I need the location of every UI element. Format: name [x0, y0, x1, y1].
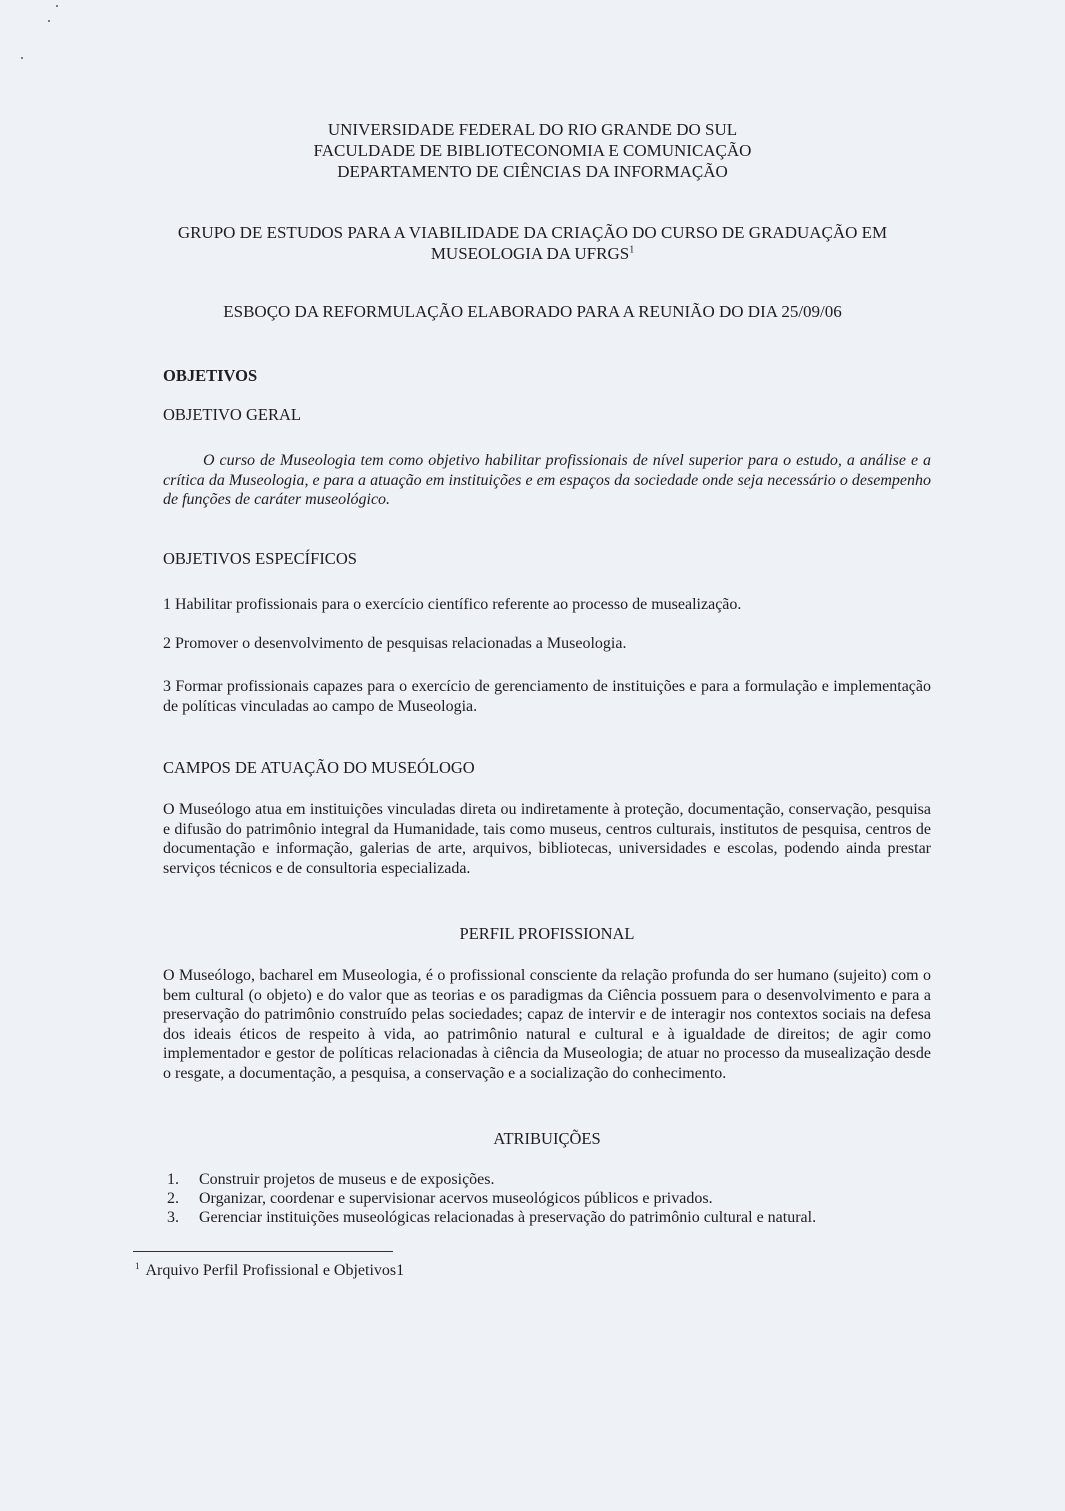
atribuicao-text: Construir projetos de museus e de exposições. [199, 1171, 495, 1188]
group-title-line2 [0, 243, 1065, 264]
objetivo-especifico-2: 2 Promover o desenvolvimento de pesquisas relacionadas a Museologia. [163, 635, 627, 652]
footnote-text: Arquivo Perfil Profissional e Objetivos1 [145, 1262, 405, 1279]
campos-text: O Museólogo atua em instituições vinculadas direta ou indiretamente à proteção, documentação, conservação, pesquisa e difusão do patrimônio integral da Humanidade, tais como museus, centros culturais, institutos de pesquisa, centros de documentação e informação, galerias de arte, arquivos, bibliotecas, universidades e escolas, podendo ainda prestar serviços técnicos e de consultoria especializada. [163, 801, 931, 877]
atribuicao-item [163, 1208, 931, 1227]
scan-speck [48, 20, 50, 22]
institution-line-faculty: FACULDADE DE BIBLIOTECONOMIA E COMUNICAÇÃO [313, 141, 752, 160]
atribuicao-number: 3. [167, 1209, 179, 1226]
scan-speck [21, 57, 23, 59]
footnote-divider [133, 1251, 393, 1252]
objetivos-heading: OBJETIVOS [163, 366, 258, 385]
group-title [0, 222, 1065, 264]
atribuicoes-heading: ATRIBUIÇÕES [493, 1129, 601, 1148]
atribuicao-item [163, 1170, 931, 1189]
footnote-marker: 1 [135, 1260, 140, 1271]
objetivo-especifico-1: 1 Habilitar profissionais para o exercício científico referente ao processo de musealização. [163, 596, 742, 613]
perfil-heading: PERFIL PROFISSIONAL [459, 924, 635, 943]
institution-line-university: UNIVERSIDADE FEDERAL DO RIO GRANDE DO SUL [327, 120, 738, 139]
draft-line-text: ESBOÇO DA REFORMULAÇÃO ELABORADO PARA A REUNIÃO DO DIA 25/09/06 [223, 302, 842, 321]
institution-header [0, 119, 1065, 182]
campos-heading: CAMPOS DE ATUAÇÃO DO MUSEÓLOGO [163, 758, 475, 777]
objetivo-especifico-3: 3 Formar profissionais capazes para o exercício de gerenciamento de instituições e para a formulação e implementação de políticas vinculadas ao campo de Museologia. [163, 678, 931, 715]
atribuicao-number: 1. [167, 1171, 179, 1188]
draft-line [0, 301, 1065, 322]
scan-speck [56, 5, 58, 7]
footnote [135, 1262, 404, 1280]
atribuicao-text: Gerenciar instituições museológicas relacionadas à preservação do patrimônio cultural e natural. [199, 1209, 817, 1226]
group-title-line1: GRUPO DE ESTUDOS PARA A VIABILIDADE DA CRIAÇÃO DO CURSO DE GRADUAÇÃO EM [177, 223, 888, 242]
atribuicao-number: 2. [167, 1190, 179, 1207]
atribuicao-item [163, 1189, 931, 1208]
group-title-text: MUSEOLOGIA DA UFRGS [430, 244, 630, 263]
institution-line-department: DEPARTAMENTO DE CIÊNCIAS DA INFORMAÇÃO [337, 162, 728, 181]
perfil-text: O Museólogo, bacharel em Museologia, é o profissional consciente da relação profunda do ser humano (sujeito) com o bem cultural (o objeto) e do valor que as teorias e os paradigmas da Ciência possuem para o desenvolvimento e para a preservação do patrimônio construído pelas sociedades; capaz de intervir e de interagir nos contextos sociais na defesa dos ideais éticos de respeito à vida, ao patrimônio natural e cultural e à igualdade de direitos; de agir como implementador e gestor de políticas relacionadas à ciência da Museologia; de atuar no processo da musealização desde o resgate, a documentação, a pesquisa, a conservação e a socialização do conhecimento. [163, 967, 931, 1082]
objetivo-geral-heading: OBJETIVO GERAL [163, 405, 301, 424]
atribuicao-text: Organizar, coordenar e supervisionar acervos museológicos públicos e privados. [199, 1190, 713, 1207]
objetivos-especificos-heading: OBJETIVOS ESPECÍFICOS [163, 549, 357, 568]
objetivo-geral-text: O curso de Museologia tem como objetivo habilitar profissionais de nível superior para o estudo, a análise e a crítica da Museologia, e para a atuação em instituições e em espaços da sociedade onde seja necessário o desempenho de funções de caráter museológico. [163, 452, 931, 508]
atribuicoes-list [163, 1170, 931, 1227]
footnote-reference[interactable]: 1 [629, 244, 635, 256]
